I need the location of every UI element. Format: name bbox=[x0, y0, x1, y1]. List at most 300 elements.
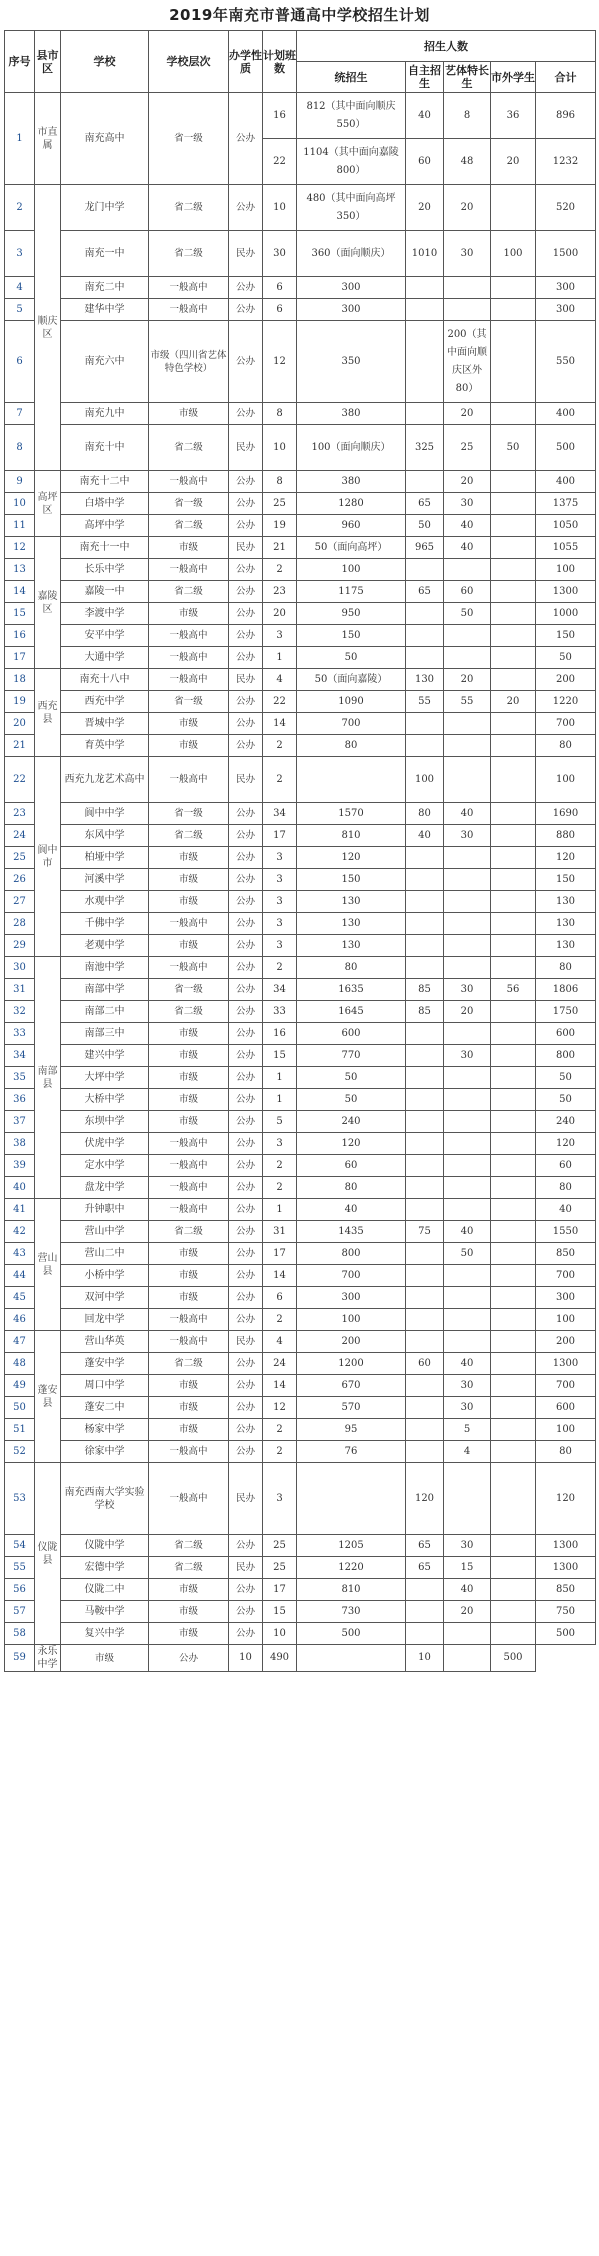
school-cell: 营山二中 bbox=[61, 1243, 149, 1265]
self-cell bbox=[406, 1623, 444, 1645]
art-cell: 30 bbox=[444, 493, 491, 515]
classes-cell: 21 bbox=[263, 537, 297, 559]
total-cell: 1500 bbox=[536, 231, 596, 277]
general-cell: 800 bbox=[297, 1243, 406, 1265]
seq-cell: 57 bbox=[5, 1601, 35, 1623]
art-cell: 40 bbox=[444, 1579, 491, 1601]
level-cell: 市级 bbox=[149, 1287, 229, 1309]
general-cell: 300 bbox=[297, 277, 406, 299]
self-cell bbox=[406, 1177, 444, 1199]
art-cell bbox=[444, 1089, 491, 1111]
art-cell: 30 bbox=[444, 1045, 491, 1067]
self-cell: 85 bbox=[406, 1001, 444, 1023]
table-row bbox=[5, 559, 596, 581]
school-cell: 水观中学 bbox=[61, 891, 149, 913]
level-cell: 一般高中 bbox=[149, 299, 229, 321]
seq-cell: 37 bbox=[5, 1111, 35, 1133]
table-row bbox=[5, 321, 596, 403]
self-cell bbox=[406, 1111, 444, 1133]
seq-cell: 32 bbox=[5, 1001, 35, 1023]
nature-cell: 公办 bbox=[229, 1535, 263, 1557]
nature-cell: 公办 bbox=[229, 1601, 263, 1623]
level-cell: 市级 bbox=[149, 1023, 229, 1045]
self-cell: 40 bbox=[406, 825, 444, 847]
classes-cell: 2 bbox=[263, 735, 297, 757]
classes-cell: 34 bbox=[263, 979, 297, 1001]
nature-cell: 公办 bbox=[229, 321, 263, 403]
self-cell bbox=[406, 1419, 444, 1441]
level-cell: 一般高中 bbox=[149, 559, 229, 581]
general-cell: 120 bbox=[297, 847, 406, 869]
table-row bbox=[5, 735, 596, 757]
total-cell: 300 bbox=[536, 299, 596, 321]
art-cell bbox=[444, 1111, 491, 1133]
level-cell: 省一级 bbox=[149, 691, 229, 713]
total-cell: 1000 bbox=[536, 603, 596, 625]
self-cell bbox=[406, 471, 444, 493]
seq-cell: 30 bbox=[5, 957, 35, 979]
seq-cell: 3 bbox=[5, 231, 35, 277]
art-cell: 55 bbox=[444, 691, 491, 713]
general-cell: 1175 bbox=[297, 581, 406, 603]
general-cell: 120 bbox=[297, 1133, 406, 1155]
classes-cell: 12 bbox=[263, 1397, 297, 1419]
table-row bbox=[5, 1177, 596, 1199]
school-cell: 安平中学 bbox=[61, 625, 149, 647]
art-cell bbox=[444, 913, 491, 935]
general-cell: 1570 bbox=[297, 803, 406, 825]
seq-cell: 16 bbox=[5, 625, 35, 647]
seq-cell: 17 bbox=[5, 647, 35, 669]
school-cell: 南充九中 bbox=[61, 403, 149, 425]
county-cell: 顺庆区 bbox=[35, 185, 61, 471]
table-row bbox=[5, 713, 596, 735]
school-cell: 育英中学 bbox=[61, 735, 149, 757]
general-cell: 360（面向顺庆） bbox=[297, 231, 406, 277]
table-row bbox=[5, 1463, 596, 1535]
total-cell: 896 bbox=[536, 93, 596, 139]
outside-cell bbox=[491, 803, 536, 825]
level-cell: 省二级 bbox=[149, 185, 229, 231]
general-cell: 100（面向顺庆） bbox=[297, 425, 406, 471]
table-row bbox=[5, 1309, 596, 1331]
outside-cell bbox=[491, 1331, 536, 1353]
outside-cell bbox=[491, 891, 536, 913]
general-cell: 350 bbox=[297, 321, 406, 403]
self-cell: 80 bbox=[406, 803, 444, 825]
total-cell: 80 bbox=[536, 957, 596, 979]
school-cell: 南充西南大学实验学校 bbox=[61, 1463, 149, 1535]
total-cell: 300 bbox=[536, 1287, 596, 1309]
school-cell: 南部中学 bbox=[61, 979, 149, 1001]
table-row bbox=[5, 425, 596, 471]
self-cell: 100 bbox=[406, 757, 444, 803]
art-cell bbox=[444, 1199, 491, 1221]
school-cell: 小桥中学 bbox=[61, 1265, 149, 1287]
school-cell: 大坪中学 bbox=[61, 1067, 149, 1089]
general-cell: 1435 bbox=[297, 1221, 406, 1243]
level-cell: 市级 bbox=[149, 403, 229, 425]
school-cell: 回龙中学 bbox=[61, 1309, 149, 1331]
outside-cell bbox=[491, 1623, 536, 1645]
table-row bbox=[5, 1419, 596, 1441]
total-cell: 400 bbox=[536, 403, 596, 425]
school-cell: 复兴中学 bbox=[61, 1623, 149, 1645]
seq-cell: 33 bbox=[5, 1023, 35, 1045]
level-cell: 市级 bbox=[149, 1111, 229, 1133]
table-row bbox=[5, 825, 596, 847]
art-cell bbox=[444, 1177, 491, 1199]
total-cell: 120 bbox=[536, 1463, 596, 1535]
seq-cell: 49 bbox=[5, 1375, 35, 1397]
county-cell: 高坪区 bbox=[35, 471, 61, 537]
school-cell: 南充六中 bbox=[61, 321, 149, 403]
self-cell bbox=[406, 1067, 444, 1089]
art-cell: 30 bbox=[444, 1375, 491, 1397]
seq-cell: 4 bbox=[5, 277, 35, 299]
self-cell bbox=[406, 1199, 444, 1221]
seq-cell: 2 bbox=[5, 185, 35, 231]
header-row-1 bbox=[5, 31, 596, 62]
school-cell: 河溪中学 bbox=[61, 869, 149, 891]
seq-cell: 36 bbox=[5, 1089, 35, 1111]
level-cell: 省二级 bbox=[149, 425, 229, 471]
school-cell: 李渡中学 bbox=[61, 603, 149, 625]
self-cell: 65 bbox=[406, 581, 444, 603]
seq-cell: 44 bbox=[5, 1265, 35, 1287]
classes-cell: 2 bbox=[263, 559, 297, 581]
seq-cell: 19 bbox=[5, 691, 35, 713]
classes-cell: 16 bbox=[263, 1023, 297, 1045]
school-cell: 蓬安中学 bbox=[61, 1353, 149, 1375]
table-row bbox=[5, 1645, 596, 1672]
self-cell bbox=[406, 559, 444, 581]
nature-cell: 公办 bbox=[229, 581, 263, 603]
header-enroll: 招生人数 bbox=[297, 31, 596, 62]
general-cell: 80 bbox=[297, 957, 406, 979]
seq-cell: 54 bbox=[5, 1535, 35, 1557]
total-cell: 80 bbox=[536, 735, 596, 757]
seq-cell: 5 bbox=[5, 299, 35, 321]
table-row bbox=[5, 185, 596, 231]
classes-cell: 3 bbox=[263, 1133, 297, 1155]
school-cell: 马鞍中学 bbox=[61, 1601, 149, 1623]
outside-cell bbox=[491, 1375, 536, 1397]
seq-cell: 28 bbox=[5, 913, 35, 935]
level-cell: 市级 bbox=[149, 935, 229, 957]
classes-cell: 30 bbox=[263, 231, 297, 277]
nature-cell: 公办 bbox=[229, 979, 263, 1001]
classes-cell: 31 bbox=[263, 1221, 297, 1243]
header-school: 学校 bbox=[61, 31, 149, 93]
total-cell: 200 bbox=[536, 1331, 596, 1353]
self-cell bbox=[406, 891, 444, 913]
art-cell: 30 bbox=[444, 1397, 491, 1419]
total-cell: 1806 bbox=[536, 979, 596, 1001]
total-cell: 1375 bbox=[536, 493, 596, 515]
outside-cell bbox=[491, 913, 536, 935]
self-cell bbox=[406, 1375, 444, 1397]
classes-cell: 14 bbox=[263, 1265, 297, 1287]
total-cell: 700 bbox=[536, 1375, 596, 1397]
total-cell: 120 bbox=[536, 847, 596, 869]
level-cell: 一般高中 bbox=[149, 913, 229, 935]
school-cell: 南充十八中 bbox=[61, 669, 149, 691]
outside-cell bbox=[491, 185, 536, 231]
art-cell: 40 bbox=[444, 537, 491, 559]
outside-cell bbox=[491, 1287, 536, 1309]
nature-cell: 公办 bbox=[229, 185, 263, 231]
nature-cell: 公办 bbox=[229, 1001, 263, 1023]
table-row bbox=[5, 471, 596, 493]
general-cell: 50 bbox=[297, 647, 406, 669]
art-cell bbox=[444, 559, 491, 581]
art-cell: 50 bbox=[444, 1243, 491, 1265]
school-cell: 南部二中 bbox=[61, 1001, 149, 1023]
table-row bbox=[5, 1331, 596, 1353]
level-cell: 市级 bbox=[149, 1265, 229, 1287]
outside-cell bbox=[491, 1557, 536, 1579]
table-body bbox=[5, 93, 596, 1672]
classes-cell: 12 bbox=[263, 321, 297, 403]
outside-cell bbox=[491, 1419, 536, 1441]
seq-cell: 39 bbox=[5, 1155, 35, 1177]
outside-cell bbox=[491, 1067, 536, 1089]
general-cell: 50（面向高坪） bbox=[297, 537, 406, 559]
table-row bbox=[5, 1199, 596, 1221]
total-cell: 700 bbox=[536, 713, 596, 735]
school-cell: 嘉陵一中 bbox=[61, 581, 149, 603]
general-cell: 380 bbox=[297, 471, 406, 493]
county-cell: 嘉陵区 bbox=[35, 537, 61, 669]
level-cell: 省二级 bbox=[149, 1221, 229, 1243]
classes-cell: 4 bbox=[263, 1331, 297, 1353]
classes-cell: 3 bbox=[263, 891, 297, 913]
nature-cell: 公办 bbox=[229, 1309, 263, 1331]
art-cell bbox=[444, 1023, 491, 1045]
seq-cell: 13 bbox=[5, 559, 35, 581]
art-cell: 20 bbox=[444, 403, 491, 425]
outside-cell bbox=[491, 321, 536, 403]
self-cell bbox=[406, 1243, 444, 1265]
outside-cell bbox=[491, 471, 536, 493]
table-row bbox=[5, 603, 596, 625]
total-cell: 40 bbox=[536, 1199, 596, 1221]
nature-cell: 公办 bbox=[229, 603, 263, 625]
classes-cell: 10 bbox=[263, 1623, 297, 1645]
table-row bbox=[5, 1623, 596, 1645]
outside-cell: 100 bbox=[491, 231, 536, 277]
nature-cell: 民办 bbox=[229, 537, 263, 559]
level-cell: 省二级 bbox=[149, 1353, 229, 1375]
table-row bbox=[5, 231, 596, 277]
outside-cell: 20 bbox=[491, 139, 536, 185]
classes-cell: 14 bbox=[263, 713, 297, 735]
self-cell: 60 bbox=[406, 1353, 444, 1375]
level-cell: 一般高中 bbox=[149, 957, 229, 979]
county-cell: 南部县 bbox=[35, 957, 61, 1199]
art-cell: 20 bbox=[444, 1601, 491, 1623]
total-cell: 600 bbox=[536, 1397, 596, 1419]
general-cell: 150 bbox=[297, 625, 406, 647]
nature-cell: 公办 bbox=[229, 957, 263, 979]
self-cell bbox=[406, 277, 444, 299]
general-cell: 810 bbox=[297, 825, 406, 847]
classes-cell: 6 bbox=[263, 277, 297, 299]
self-cell bbox=[406, 1265, 444, 1287]
table-row bbox=[5, 1601, 596, 1623]
art-cell: 20 bbox=[444, 669, 491, 691]
art-cell: 30 bbox=[444, 1535, 491, 1557]
general-cell: 80 bbox=[297, 1177, 406, 1199]
self-cell bbox=[406, 299, 444, 321]
classes-cell: 3 bbox=[263, 935, 297, 957]
outside-cell bbox=[491, 1243, 536, 1265]
school-cell: 南部三中 bbox=[61, 1023, 149, 1045]
self-cell bbox=[406, 603, 444, 625]
total-cell: 120 bbox=[536, 1133, 596, 1155]
self-cell bbox=[406, 1155, 444, 1177]
seq-cell: 9 bbox=[5, 471, 35, 493]
self-cell: 325 bbox=[406, 425, 444, 471]
table-row bbox=[5, 93, 596, 139]
school-cell: 双河中学 bbox=[61, 1287, 149, 1309]
outside-cell bbox=[491, 1045, 536, 1067]
table-row bbox=[5, 913, 596, 935]
nature-cell: 公办 bbox=[229, 847, 263, 869]
school-cell: 南充十中 bbox=[61, 425, 149, 471]
nature-cell: 公办 bbox=[229, 277, 263, 299]
total-cell: 400 bbox=[536, 471, 596, 493]
self-cell: 50 bbox=[406, 515, 444, 537]
self-cell: 65 bbox=[406, 1557, 444, 1579]
nature-cell: 民办 bbox=[229, 231, 263, 277]
self-cell bbox=[406, 1331, 444, 1353]
classes-cell: 6 bbox=[263, 299, 297, 321]
classes-cell: 22 bbox=[263, 691, 297, 713]
general-cell: 500 bbox=[297, 1623, 406, 1645]
level-cell: 省一级 bbox=[149, 979, 229, 1001]
outside-cell bbox=[491, 1133, 536, 1155]
level-cell: 市级 bbox=[149, 1601, 229, 1623]
outside-cell bbox=[491, 957, 536, 979]
nature-cell: 公办 bbox=[229, 803, 263, 825]
self-cell bbox=[406, 1287, 444, 1309]
level-cell: 省二级 bbox=[149, 1535, 229, 1557]
art-cell: 4 bbox=[444, 1441, 491, 1463]
outside-cell bbox=[491, 515, 536, 537]
classes-cell: 3 bbox=[263, 913, 297, 935]
art-cell: 30 bbox=[444, 825, 491, 847]
total-cell: 1220 bbox=[536, 691, 596, 713]
level-cell: 市级（四川省艺体特色学校） bbox=[149, 321, 229, 403]
outside-cell bbox=[491, 869, 536, 891]
classes-cell: 2 bbox=[263, 757, 297, 803]
general-cell: 80 bbox=[297, 735, 406, 757]
art-cell bbox=[444, 1155, 491, 1177]
level-cell: 市级 bbox=[149, 1067, 229, 1089]
nature-cell: 公办 bbox=[229, 1089, 263, 1111]
seq-cell: 11 bbox=[5, 515, 35, 537]
header-self: 自主招生 bbox=[406, 62, 444, 93]
art-cell bbox=[444, 625, 491, 647]
header-classes: 计划班数 bbox=[263, 31, 297, 93]
art-cell: 8 bbox=[444, 93, 491, 139]
level-cell: 市级 bbox=[149, 603, 229, 625]
school-cell: 西充九龙艺术高中 bbox=[61, 757, 149, 803]
art-cell bbox=[444, 847, 491, 869]
nature-cell: 民办 bbox=[229, 425, 263, 471]
general-cell: 130 bbox=[297, 891, 406, 913]
general-cell: 700 bbox=[297, 1265, 406, 1287]
total-cell: 60 bbox=[536, 1155, 596, 1177]
total-cell: 500 bbox=[536, 1623, 596, 1645]
nature-cell: 公办 bbox=[229, 935, 263, 957]
general-cell: 150 bbox=[297, 869, 406, 891]
school-cell: 营山中学 bbox=[61, 1221, 149, 1243]
total-cell: 150 bbox=[536, 869, 596, 891]
nature-cell: 民办 bbox=[229, 1463, 263, 1535]
self-cell bbox=[406, 913, 444, 935]
general-cell: 600 bbox=[297, 1023, 406, 1045]
school-cell: 盘龙中学 bbox=[61, 1177, 149, 1199]
total-cell: 100 bbox=[536, 559, 596, 581]
art-cell: 10 bbox=[406, 1645, 444, 1672]
school-cell: 大桥中学 bbox=[61, 1089, 149, 1111]
county-cell: 营山县 bbox=[35, 1199, 61, 1331]
total-cell: 130 bbox=[536, 913, 596, 935]
nature-cell: 公办 bbox=[229, 1067, 263, 1089]
total-cell: 700 bbox=[536, 1265, 596, 1287]
seq-cell: 45 bbox=[5, 1287, 35, 1309]
general-cell: 730 bbox=[297, 1601, 406, 1623]
self-cell: 120 bbox=[406, 1463, 444, 1535]
total-cell: 1550 bbox=[536, 1221, 596, 1243]
total-cell: 50 bbox=[536, 1067, 596, 1089]
nature-cell: 公办 bbox=[229, 1199, 263, 1221]
outside-cell bbox=[491, 935, 536, 957]
general-cell: 50 bbox=[297, 1089, 406, 1111]
classes-cell: 2 bbox=[263, 957, 297, 979]
level-cell: 一般高中 bbox=[149, 1177, 229, 1199]
classes-cell: 1 bbox=[263, 1089, 297, 1111]
nature-cell: 公办 bbox=[229, 1023, 263, 1045]
county-cell: 阆中市 bbox=[35, 757, 61, 957]
seq-cell: 38 bbox=[5, 1133, 35, 1155]
header-outside: 市外学生 bbox=[491, 62, 536, 93]
outside-cell bbox=[444, 1645, 491, 1672]
general-cell: 812（其中面向顺庆550） bbox=[297, 93, 406, 139]
general-cell bbox=[297, 757, 406, 803]
nature-cell: 公办 bbox=[229, 1111, 263, 1133]
self-cell bbox=[406, 1397, 444, 1419]
nature-cell: 公办 bbox=[229, 1045, 263, 1067]
art-cell bbox=[444, 647, 491, 669]
outside-cell bbox=[491, 1199, 536, 1221]
art-cell bbox=[444, 1309, 491, 1331]
nature-cell: 公办 bbox=[229, 625, 263, 647]
table-row bbox=[5, 847, 596, 869]
school-cell: 永乐中学 bbox=[35, 1645, 61, 1672]
classes-cell: 33 bbox=[263, 1001, 297, 1023]
school-cell: 龙门中学 bbox=[61, 185, 149, 231]
classes-cell: 17 bbox=[263, 1243, 297, 1265]
table-row bbox=[5, 979, 596, 1001]
outside-cell bbox=[491, 1397, 536, 1419]
level-cell: 一般高中 bbox=[149, 1309, 229, 1331]
total-cell: 80 bbox=[536, 1177, 596, 1199]
seq-cell: 43 bbox=[5, 1243, 35, 1265]
